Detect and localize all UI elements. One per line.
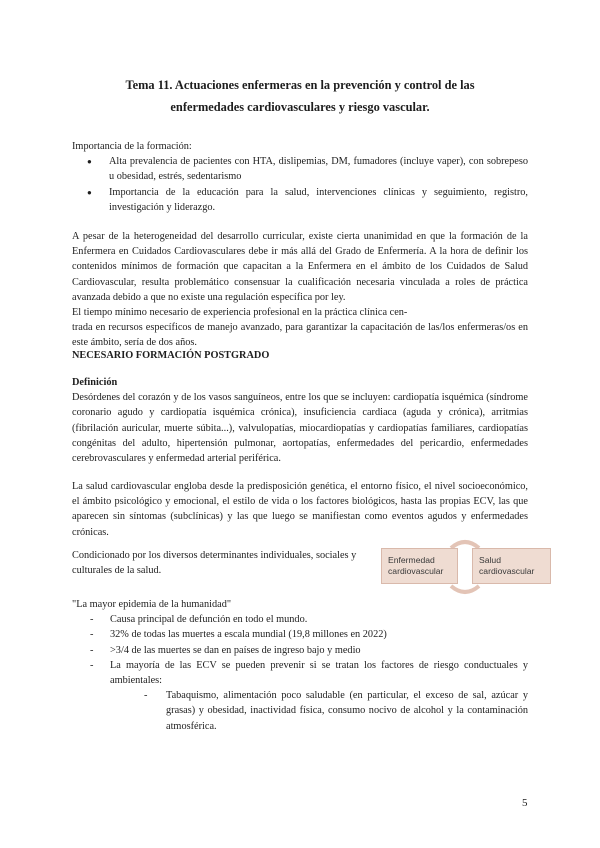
list-item: - Causa principal de defunción en todo el mundo.	[72, 612, 528, 627]
list-item: - 32% de todas las muertes a escala mundial (19,8 millones en 2022)	[72, 627, 528, 642]
box2-line1: Salud	[479, 555, 501, 565]
experiencia-line-2: trada en recursos específicos de manejo avanzado, para garantizar la capacitación de las/los enfermeras/os en este ámbito, sería de dos años.	[72, 322, 528, 349]
salud-paragraph: La salud cardiovascular engloba desde la predisposición genética, el entorno físico, el nivel socioeconómico, el ámbito psicológico y emocional, el estilo de vida o los factores biológicos, hasta las propias ECV, las que aparecen sin síntomas (subclínicas) y las que luego se manifiestan como eventos agudos y enfermedades crónicas.	[72, 481, 528, 538]
experiencia-line-1: El tiempo mínimo necesario de experiencia profesional en la práctica clínica cen-	[72, 307, 408, 318]
list-item: ● Importancia de la educación para la salud, intervenciones clínicas y seguimiento, registro, investigación y liderazgo.	[72, 185, 528, 215]
epidemia-section	[72, 597, 528, 734]
necesario-heading: NECESARIO FORMACIÓN POSTGRADO	[72, 350, 270, 361]
importancia-list	[72, 154, 528, 215]
importancia-heading: Importancia de la formación:	[72, 141, 192, 152]
epidemia-sublist	[128, 688, 528, 734]
definicion-heading: Definición	[72, 377, 118, 388]
box1-line1: Enfermedad	[388, 555, 435, 565]
formacion-paragraph: A pesar de la heterogeneidad del desarrollo curricular, existe cierta unanimidad en que la formación de la Enfermera en Cuidados Cardiovasculares debe ir más allá del Grado de Enfermería. A la hora de definir los contenidos mínimos de formación que capacitan a la Enfermera en el ámbito de los Cuidados de Salud Cardiovascular, resulta problemático consensuar la cualificación necesaria vinculada a roles de práctica avanzada debido a que no existe una regulación específica por ley.	[72, 231, 528, 303]
list-item-text: La mayoría de las ECV se pueden prevenir si se tratan los factores de riesgo conductuales y ambientales:	[110, 659, 528, 687]
definicion-section	[72, 375, 528, 466]
epidemia-list	[72, 612, 528, 734]
salud-cardiovascular-box	[472, 548, 551, 584]
box2-line2: cardiovascular	[479, 566, 535, 576]
list-item: ● Alta prevalencia de pacientes con HTA, dislipemias, DM, fumadores (incluye vaper), con sobrepeso u obesidad, estrés, sedentarismo	[72, 154, 528, 184]
enfermedad-cardiovascular-box	[381, 548, 458, 584]
list-item	[72, 658, 528, 734]
box1-line2: cardiovascular	[388, 566, 444, 576]
experiencia-paragraph	[72, 305, 528, 351]
title-line-1: Tema 11. Actuaciones enfermeras en la prevención y control de las	[125, 78, 475, 92]
condicionado-paragraph: Condicionado por los diversos determinantes individuales, sociales y culturales de la salud.	[72, 550, 357, 577]
list-item: - >3/4 de las muertes se dan en países de ingreso bajo y medio	[72, 643, 528, 658]
title-line-2: enfermedades cardiovasculares y riesgo vascular.	[170, 100, 430, 114]
page-title	[70, 74, 530, 118]
cvd-diagram	[381, 538, 551, 596]
importancia-section	[72, 139, 528, 215]
list-subitem: - Tabaquismo, alimentación poco saludable (en particular, el exceso de sal, azúcar y grasas) y obesidad, inactividad física, consumo nocivo de alcohol y la contaminación atmosférica.	[128, 688, 528, 734]
definicion-text: Desórdenes del corazón y de los vasos sanguíneos, entre los que se incluyen: cardiopatía isquémica (síndrome coronario agudo y cardiopatía isquémica crónica), insuficiencia cardiaca (aguda y crónica), arritmias (fibrilación auricular, muerte súbita...), valvulopatías, miocardiopatías y cardiopatías familiares, cardiopatías congénitas del adulto, hipertensión pulmonar, aortopatías, enfermedades del pericardio, enfermedades cerebrovasculares y enfermedad arterial periférica.	[72, 392, 528, 465]
epidemia-heading: "La mayor epidemia de la humanidad"	[72, 599, 232, 610]
page-number: 5	[522, 797, 528, 809]
